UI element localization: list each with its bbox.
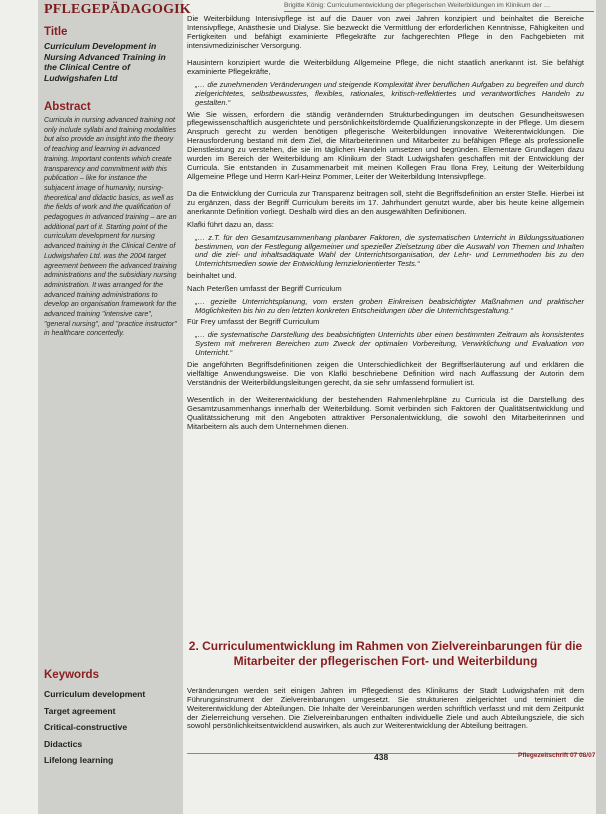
keyword-item: Target agreement (44, 705, 116, 716)
title-heading: Title (44, 26, 68, 38)
section-heading: 2. Curriculumentwicklung im Rahmen von Zielvereinbarungen für die Mitarbeiter der pflegerischen Fort- und Weiterbildung (188, 639, 583, 668)
keywords-heading: Keywords (44, 669, 99, 681)
paragraph: beinhaltet und. (187, 271, 237, 281)
abstract-heading: Abstract (44, 101, 91, 113)
paragraph: Für Frey umfasst der Begriff Curriculum (187, 317, 320, 327)
paragraph: Die Weiterbildung Intensivpflege ist auf die Dauer von zwei Jahren konzipiert und beinhaltet die Bereiche Intensivpflege, Anästhesie und Dialyse. Sie bezweckt die Vermittlung der erforderlichen Kenntnisse, Fähigkeiten und Fertigkeiten und befähigt examinierte Pflegekräfte zur fachgerechten Pflege in den Fachgebieten mit intensivmedizinischer Versorgung. (187, 14, 584, 50)
main-column (187, 15, 584, 436)
paragraph: Wie Sie wissen, erfordern die ständig verändernden Strukturbedingungen im deutschen Gesundheitswesen pflegewissenschaftlich ausgerichtete und persönlichkeitsfördernde Qualifizierungskonzepte in der Pflege. Um diesem Anspruch gerecht zu werden benötigen pflegerische Weiterbildungen innovative Weiterentwicklungen. Die Herausforderung bestand mit dem Ziel, die Mitarbeiterinnen und Mitarbeiter zu befähigen Pflege als professionelle Dienstleistung zu verstehen, die sie im täglichen Handeln umsetzen und begründen. Elementare Grundlagen dazu wurden im Bereich der Weiterbildung am Klinikum der Stadt Ludwigshafen geschaffen mit der Entwicklung der Curricula. Sie entstanden in Zusammenarbeit mit meinen Kollegen Frau Ilona Frey, Leitung der Weiterbildung Allgemeine Pflege und Herrn Karl-Heinz Pommer, Leiter der Weiterbildung Intensivpflege. (187, 109, 584, 181)
paragraph: Nach Peterßen umfasst der Begriff Curriculum (187, 283, 342, 293)
page-number: 438 (374, 752, 389, 762)
paragraph: Die angeführten Begriffsdefinitionen zeigen die Unterschiedlichkeit der Begriffserläuterung auf und erklären die vielfältige Anwendungsweise. Die von Klafki beschriebene Definition wird nach Auffassung der Autorin dem Verständnis der Weiterbildungsleitungen gerecht, da sie sehr umfassend formuliert ist. (187, 359, 584, 387)
paragraph: Klafki führt dazu an, dass: (187, 219, 274, 229)
keyword-list (44, 686, 184, 769)
quote: „… z.T. für den Gesamtzusammenhang planbarer Faktoren, die systematischen Unterricht in Bildungssituationen bestimmen, von der Festlegung allgemeiner und spezieller Zielsetzung über die Auswahl von Themen und Inhalten und die ziel- und inhaltsadäquate Wahl der Unterrichtsorganisation, der Lehr- und Lernmethoden bis zu den Unterrichtsmedien sowie der Entwicklung lernzielorientierter Tests.“ (195, 232, 584, 269)
quote: „… gezielte Unterrichtsplanung, vom ersten groben Einkreisen beabsichtigter Maßnahmen und praktischer Möglichkeiten bis hin zu den letzten konkreten Entscheidungen über die Unterrichtsgestaltung.“ (195, 296, 584, 315)
keyword-item: Lifelong learning (44, 755, 114, 765)
journal-footer: Pflegezeitschrift 07 08/07 (518, 752, 596, 759)
keyword-item: Curriculum development (44, 689, 146, 699)
paragraph: Wesentlich in der Weiterentwicklung der bestehenden Rahmenlehrpläne zu Curricula ist die Darstellung des Gesamtzusammenhangs innerhalb der Weiterbildung. Somit verbinden sich Faktoren der Qualitätsentwicklung und Qualitätssicherung mit den Angeboten attraktiver Personalentwicklung, die sowohl den Mitarbeiterinnen und Mitarbeitern als auch dem Unternehmen dienen. (187, 395, 584, 431)
keyword-item: Didactics (44, 738, 83, 749)
english-title: Curriculum Development in Nursing Advanced Training in the Clinical Centre of Ludwigshafen Ltd (44, 41, 166, 83)
keyword-item: Critical-constructive (44, 722, 128, 732)
paragraph: Hausintern konzipiert wurde die Weiterbildung Allgemeine Pflege, die nicht staatlich anerkannt ist. Sie befähigt examinierte Pflegekräfte, (187, 58, 584, 77)
abstract-text: Curricula in nursing advanced training not only include syllabi and training modalities but also provide an insight into the theory of teaching and learning in advanced training. Important contents which create transparency and commitment with this publication – like for instance the subjacent image of humanity, nursing-theoretical and didactic basics, as well as the fields of work and the qualification of pedagogues in advanced training – are an additional part of it. Starting point of the curriculum development for nursing advanced training in the Clinical Centre of Ludwigshafen Ltd. was the 2004 target agreement between the advanced training administrations and the subsidiary nursing administration. It was arranged for the advanced training administrations to develop an organisation framework for the advanced training "intensive care", "general nursing", and "practice instructor" in healthcare concertedly. (44, 116, 177, 338)
paragraph: Veränderungen werden seit einigen Jahren im Pflegedienst des Klinikums der Stadt Ludwigshafen mit dem Führungsinstrument der Zielvereinbarungen umgesetzt. Sie strukturieren zielgerichtet und terminiert die Weiterentwicklung der Abteilungen. Die Inhalte der Vereinbarungen werden schriftlich verfasst und mit dem Zeitpunkt der Zielerreichung versehen. Die Zielvereinbarungen enthalten individuelle Ziele und auch Abteilungsziele, die sich sowohl persönlichkeitsentwicklend auswirken, als auch zur Weiterentwicklung der Abteilung beitragen. (187, 686, 584, 731)
quote: „… die systematische Darstellung des beabsichtigten Unterrichts über einen bestimmten Zeitraum als konsistentes System mit mehreren Bereichen zum Zweck der optimalen Vorbereitung, Verwirklichung und Evaluation von Unterricht.“ (195, 330, 584, 357)
paragraph: Da die Entwicklung der Curricula zur Transparenz beitragen soll, steht die Begriffsdefinition an erster Stelle. Hierbei ist zu ergänzen, dass der Begriff Curriculum bereits im 17. Jahrhundert genutzt wurde, aber bis heute keine allgemein anerkannte Definition vorliegt. Deshalb wird dies an den ausgewählten Definitionen. (187, 189, 584, 217)
quote: „… die zunehmenden Veränderungen und steigende Komplexität ihrer beruflichen Aufgaben zu begreifen und durch zielgerichtetes, selbstbewusstes, flexibles, rationales, kritisch-reflektiertes und verantwortliches Handeln zu gestalten.“ (195, 80, 584, 107)
running-head: Brigitte König: Curriculumentwicklung der pflegerischen Weiterbildungen im Klinikum der … (284, 2, 594, 12)
journal-brand: PFLEGEPÄDAGOGIK (44, 2, 191, 17)
page-binding-edge (596, 0, 606, 814)
